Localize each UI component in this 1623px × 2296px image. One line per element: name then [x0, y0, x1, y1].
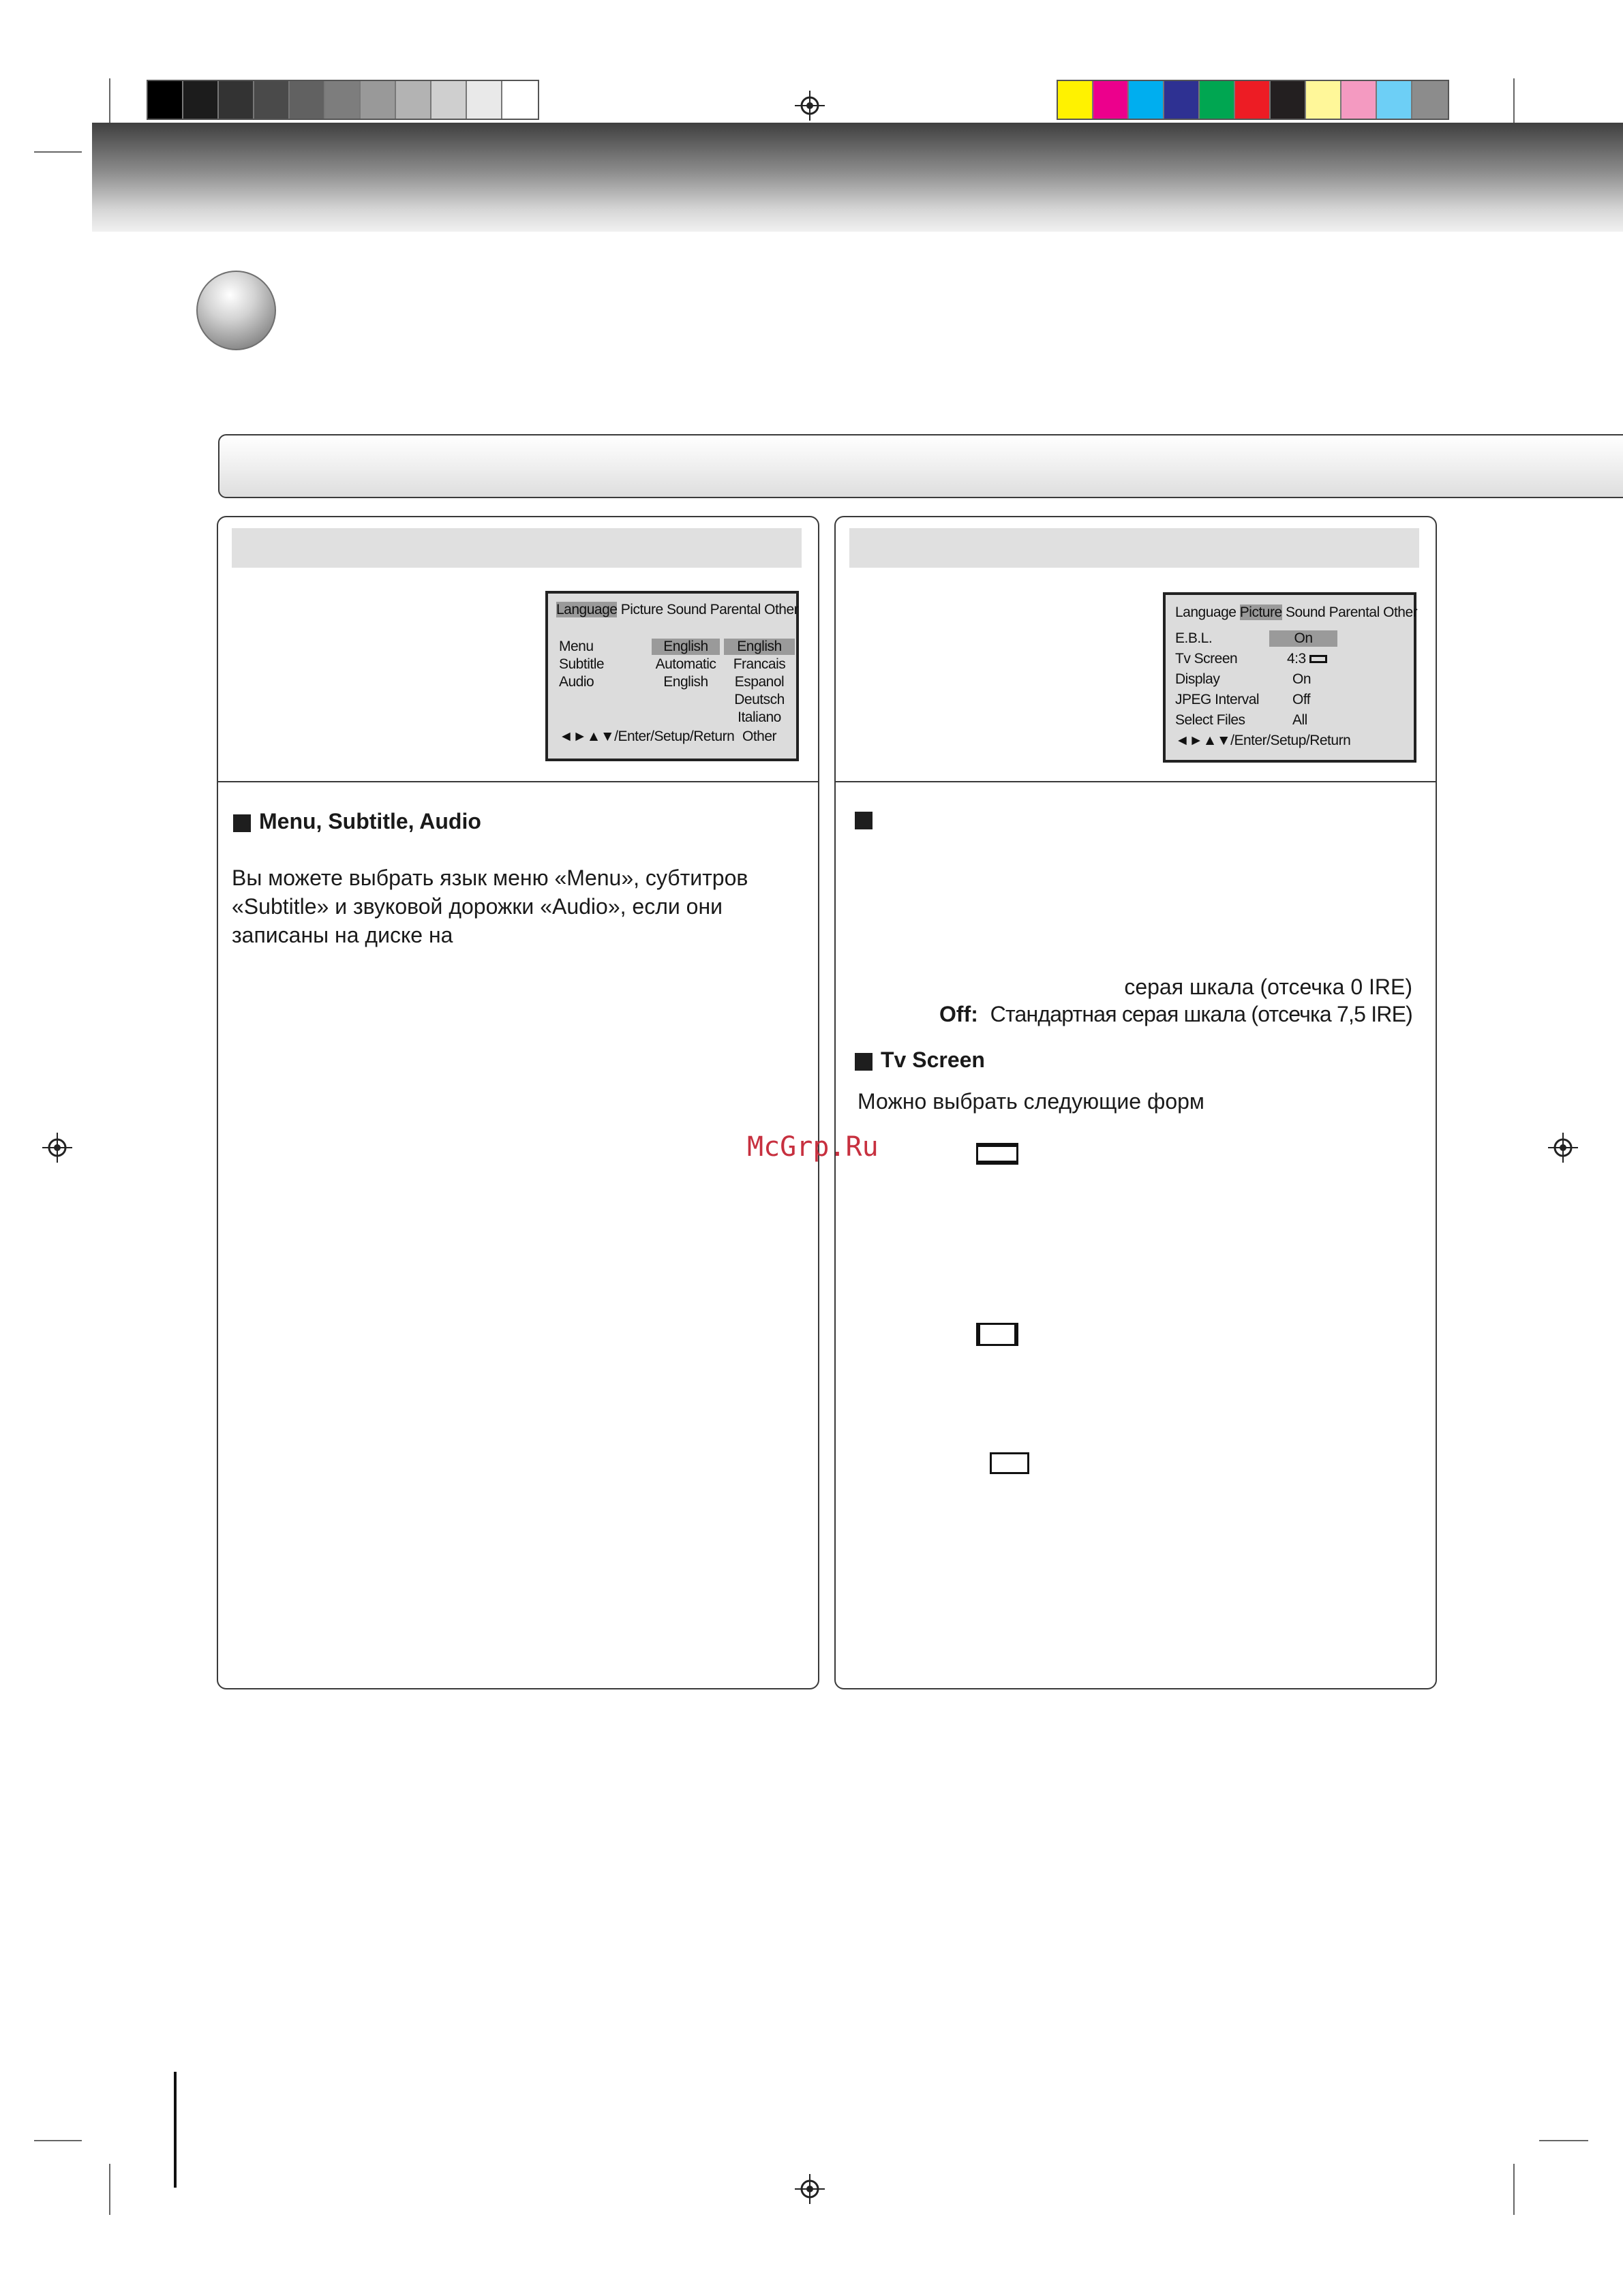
- color-swatch: [1200, 81, 1235, 119]
- process-color-bar: [1057, 80, 1449, 120]
- language-setup-osd: [545, 591, 799, 761]
- osd-option: Deutsch: [734, 692, 785, 707]
- crop-mark: [34, 151, 82, 153]
- heading-square-icon: [233, 814, 251, 832]
- letterbox-icon: [976, 1143, 1018, 1165]
- osd-row-value: All: [1292, 712, 1307, 728]
- osd-option: English: [724, 639, 795, 655]
- crop-mark: [34, 2140, 82, 2141]
- watermark: McGrp.Ru: [747, 1131, 879, 1163]
- color-swatch: [325, 81, 361, 119]
- color-swatch: [290, 81, 325, 119]
- osd-tab-language: Language: [556, 602, 618, 617]
- osd-option: Francais: [733, 656, 786, 672]
- tv-screen-paragraph: Можно выбрать следующие форм: [858, 1089, 1204, 1114]
- osd-tab-sound: Sound: [1285, 604, 1326, 620]
- osd-footer: ◄►▲▼/Enter/Setup/Return: [559, 729, 735, 744]
- registration-mark-icon: [795, 2174, 825, 2204]
- osd-option: Espanol: [734, 674, 785, 690]
- left-panel: [217, 516, 819, 1689]
- color-swatch: [1093, 81, 1129, 119]
- color-swatch: [1271, 81, 1306, 119]
- registration-mark-icon: [42, 1133, 72, 1163]
- panel-divider: [218, 781, 818, 782]
- crop-mark: [1513, 78, 1515, 123]
- osd-tab-sound: Sound: [666, 602, 707, 617]
- registration-mark-icon: [795, 91, 825, 121]
- osd-row-label: Display: [1175, 671, 1220, 687]
- color-swatch: [219, 81, 254, 119]
- color-swatch: [431, 81, 467, 119]
- color-swatch: [1164, 81, 1200, 119]
- osd-row-label: Select Files: [1175, 712, 1245, 728]
- heading-square-icon: [855, 812, 873, 829]
- color-swatch: [396, 81, 431, 119]
- osd-tab-other: Other: [1383, 604, 1418, 620]
- osd-row-label: Menu: [559, 639, 594, 654]
- left-panel-header: [232, 528, 802, 568]
- osd-tab-parental: Parental: [710, 602, 761, 617]
- color-swatch: [1129, 81, 1164, 119]
- letterbox-icon: [1309, 655, 1327, 663]
- osd-row-value: English: [663, 674, 708, 690]
- osd-tabs: [556, 602, 798, 618]
- color-swatch: [1412, 81, 1448, 119]
- pan-scan-icon: [976, 1323, 1018, 1346]
- osd-tabs: [1175, 604, 1417, 621]
- crop-mark: [1513, 2164, 1515, 2215]
- ebl-off-label: Off:: [939, 1002, 978, 1026]
- osd-row-label: JPEG Interval: [1175, 692, 1260, 707]
- widescreen-icon: [990, 1452, 1029, 1474]
- right-panel-header: [849, 528, 1419, 568]
- osd-footer: ◄►▲▼/Enter/Setup/Return: [1175, 733, 1351, 748]
- osd-row-label: Subtitle: [559, 656, 605, 672]
- osd-row-value: Automatic: [655, 656, 716, 672]
- grayscale-color-bar: [147, 80, 539, 120]
- osd-row-value: 4:3: [1287, 651, 1327, 667]
- crop-mark: [109, 2164, 110, 2215]
- color-swatch: [183, 81, 219, 119]
- osd-row-label: E.B.L.: [1175, 630, 1213, 646]
- ebl-off-line: [939, 1000, 1412, 1028]
- ebl-off-description: Стандартная серая шкала (отсечка 7,5 IRE): [990, 1002, 1412, 1026]
- section-title-bar: [218, 434, 1623, 498]
- color-swatch: [1058, 81, 1093, 119]
- ebl-on-description: серая шкала (отсечка 0 IRE): [1124, 975, 1412, 999]
- osd-row-label: Tv Screen: [1175, 651, 1238, 667]
- osd-tab-parental: Parental: [1329, 604, 1380, 620]
- registration-mark-icon: [1548, 1133, 1578, 1163]
- osd-option: Other: [742, 729, 777, 744]
- osd-tab-picture: Picture: [1239, 604, 1282, 620]
- right-panel: [834, 516, 1437, 1689]
- picture-setup-osd: [1163, 592, 1416, 763]
- color-swatch: [467, 81, 502, 119]
- color-swatch: [1235, 81, 1271, 119]
- color-swatch: [1341, 81, 1377, 119]
- osd-tab-picture: Picture: [620, 602, 663, 617]
- osd-tab-other: Other: [764, 602, 799, 617]
- heading-square-icon: [855, 1053, 873, 1071]
- menu-subtitle-audio-heading: Menu, Subtitle, Audio: [259, 809, 481, 833]
- color-swatch: [1377, 81, 1412, 119]
- color-swatch: [254, 81, 290, 119]
- page-edge-line: [174, 2072, 177, 2188]
- color-swatch: [1306, 81, 1341, 119]
- osd-row-label: Audio: [559, 674, 594, 690]
- crop-mark: [109, 78, 110, 123]
- osd-option: Italiano: [738, 709, 781, 725]
- color-swatch: [148, 81, 183, 119]
- osd-row-value: On: [1269, 630, 1337, 647]
- panel-divider: [836, 781, 1436, 782]
- osd-row-value: On: [1292, 671, 1311, 687]
- color-swatch: [361, 81, 396, 119]
- osd-tab-language: Language: [1175, 604, 1237, 620]
- osd-row-value: English: [652, 639, 720, 655]
- osd-row-value: Off: [1292, 692, 1311, 707]
- header-band: [92, 123, 1623, 232]
- tv-screen-heading: Tv Screen: [881, 1047, 985, 1072]
- menu-subtitle-audio-paragraph: Вы можете выбрать язык меню «Menu», субтитров «Subtitle» и звуковой дорожки «Audio», если они записаны на диске на: [232, 866, 748, 947]
- color-swatch: [502, 81, 538, 119]
- crop-mark: [1539, 2140, 1588, 2141]
- section-bullet-icon: [196, 271, 276, 350]
